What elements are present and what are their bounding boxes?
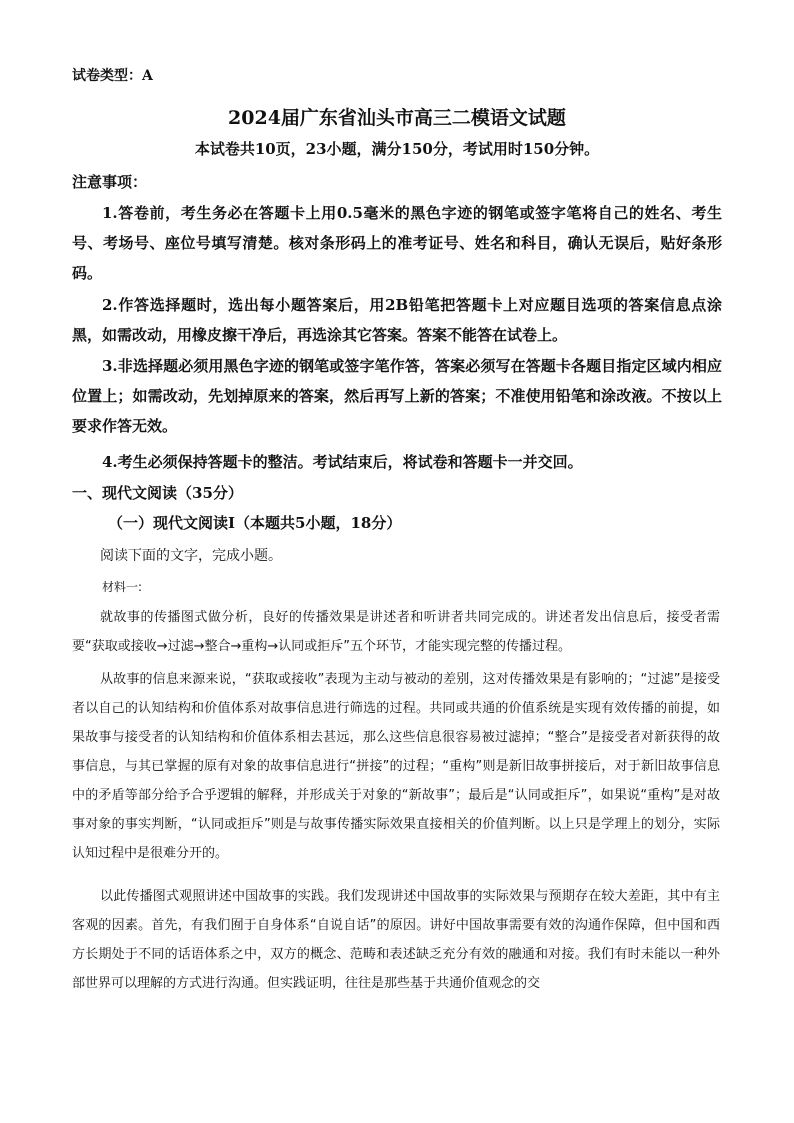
subsection-heading: （一）现代文阅读Ⅰ（本题共5小题，18分） [108,514,402,532]
body-paragraph: 从故事的信息来源来说，“获取或接收”表现为主动与被动的差别，这对传播效果是有影响的；“过滤”是接受者以自己的认知结构和价值体系对故事信息进行筛选的过程。共同或共通的价值系统是实现有效传播的前提，如果故事与接受者的认知结构和价值体系相去甚远，那么这些信息很容易被过滤掉；“整合”是接受者对新获得的故事信息，与其已掌握的原有对象的故事信息进行“拼接”的过程；“重构”则是新旧故事拼接后，对于新旧故事信息中的矛盾等部分给予合乎逻辑的解释，并形成关于对象的“新故事”；最后是“认同或拒斥”，如果说“重构”是对故事对象的事实判断，“认同或拒斥”则是与故事传播实际效果直接相关的价值判断。以上只是学理上的划分，实际认知过程中是很难分开的。 [72,672,720,861]
page-title: 2024届广东省汕头市高三二模语文试题 [228,107,566,129]
section-heading: 一、现代文阅读（35分） [72,484,243,502]
body-paragraph: 以此传播图式观照讲述中国故事的实践。我们发现讲述中国故事的实际效果与预期存在较大差距，其中有主客观的因素。首先，有我们囿于自身体系“自说自话”的原因。讲好中国故事需要有效的沟通作保障，但中国和西方长期处于不同的话语体系之中，双方的概念、范畴和表述缺乏充分有效的融通和对接。我们有时未能以一种外部世界可以理解的方式进行沟通。但实践证明，往往是那些基于共通价值观念的交 [72,889,720,991]
instruction-item: 2.作答选择题时，选出每小题答案后，用2B铅笔把答题卡上对应题目选项的答案信息点涂黑，如需改动，用橡皮擦干净后，再选涂其它答案。答案不能答在试卷上。 [72,296,722,344]
paper-type-label: 试卷类型：A [72,68,153,84]
instruction-item: 4.考生必须保持答题卡的整洁。考试结束后，将试卷和答题卡一并交回。 [102,453,583,471]
notes-heading: 注意事项： [72,173,148,191]
instruction-item: 1.答卷前，考生务必在答题卡上用0.5毫米的黑色字迹的钢笔或签字笔将自己的姓名、考生号、考场号、座位号填写清楚。核对条形码上的准考证号、姓名和科目，确认无误后，贴好条形码。 [72,204,722,282]
instruction-item: 3.非选择题必须用黑色字迹的钢笔或签字笔作答，答案必须写在答题卡各题目指定区域内相应位置上；如需改动，先划掉原来的答案，然后再写上新的答案；不准使用铅笔和涂改液。不按以上要求作答无效。 [72,357,722,435]
exam-info-subtitle: 本试卷共10页，23小题，满分150分，考试用时150分钟。 [194,140,600,158]
material-label: 材料一: [102,580,143,594]
body-paragraph: 就故事的传播图式做分析，良好的传播效果是讲述者和听讲者共同完成的。讲述者发出信息后，接受者需要“获取或接收→过滤→整合→重构→认同或拒斥”五个环节，才能实现完整的传播过程。 [72,610,720,654]
reading-prompt: 阅读下面的文字，完成小题。 [100,548,282,564]
